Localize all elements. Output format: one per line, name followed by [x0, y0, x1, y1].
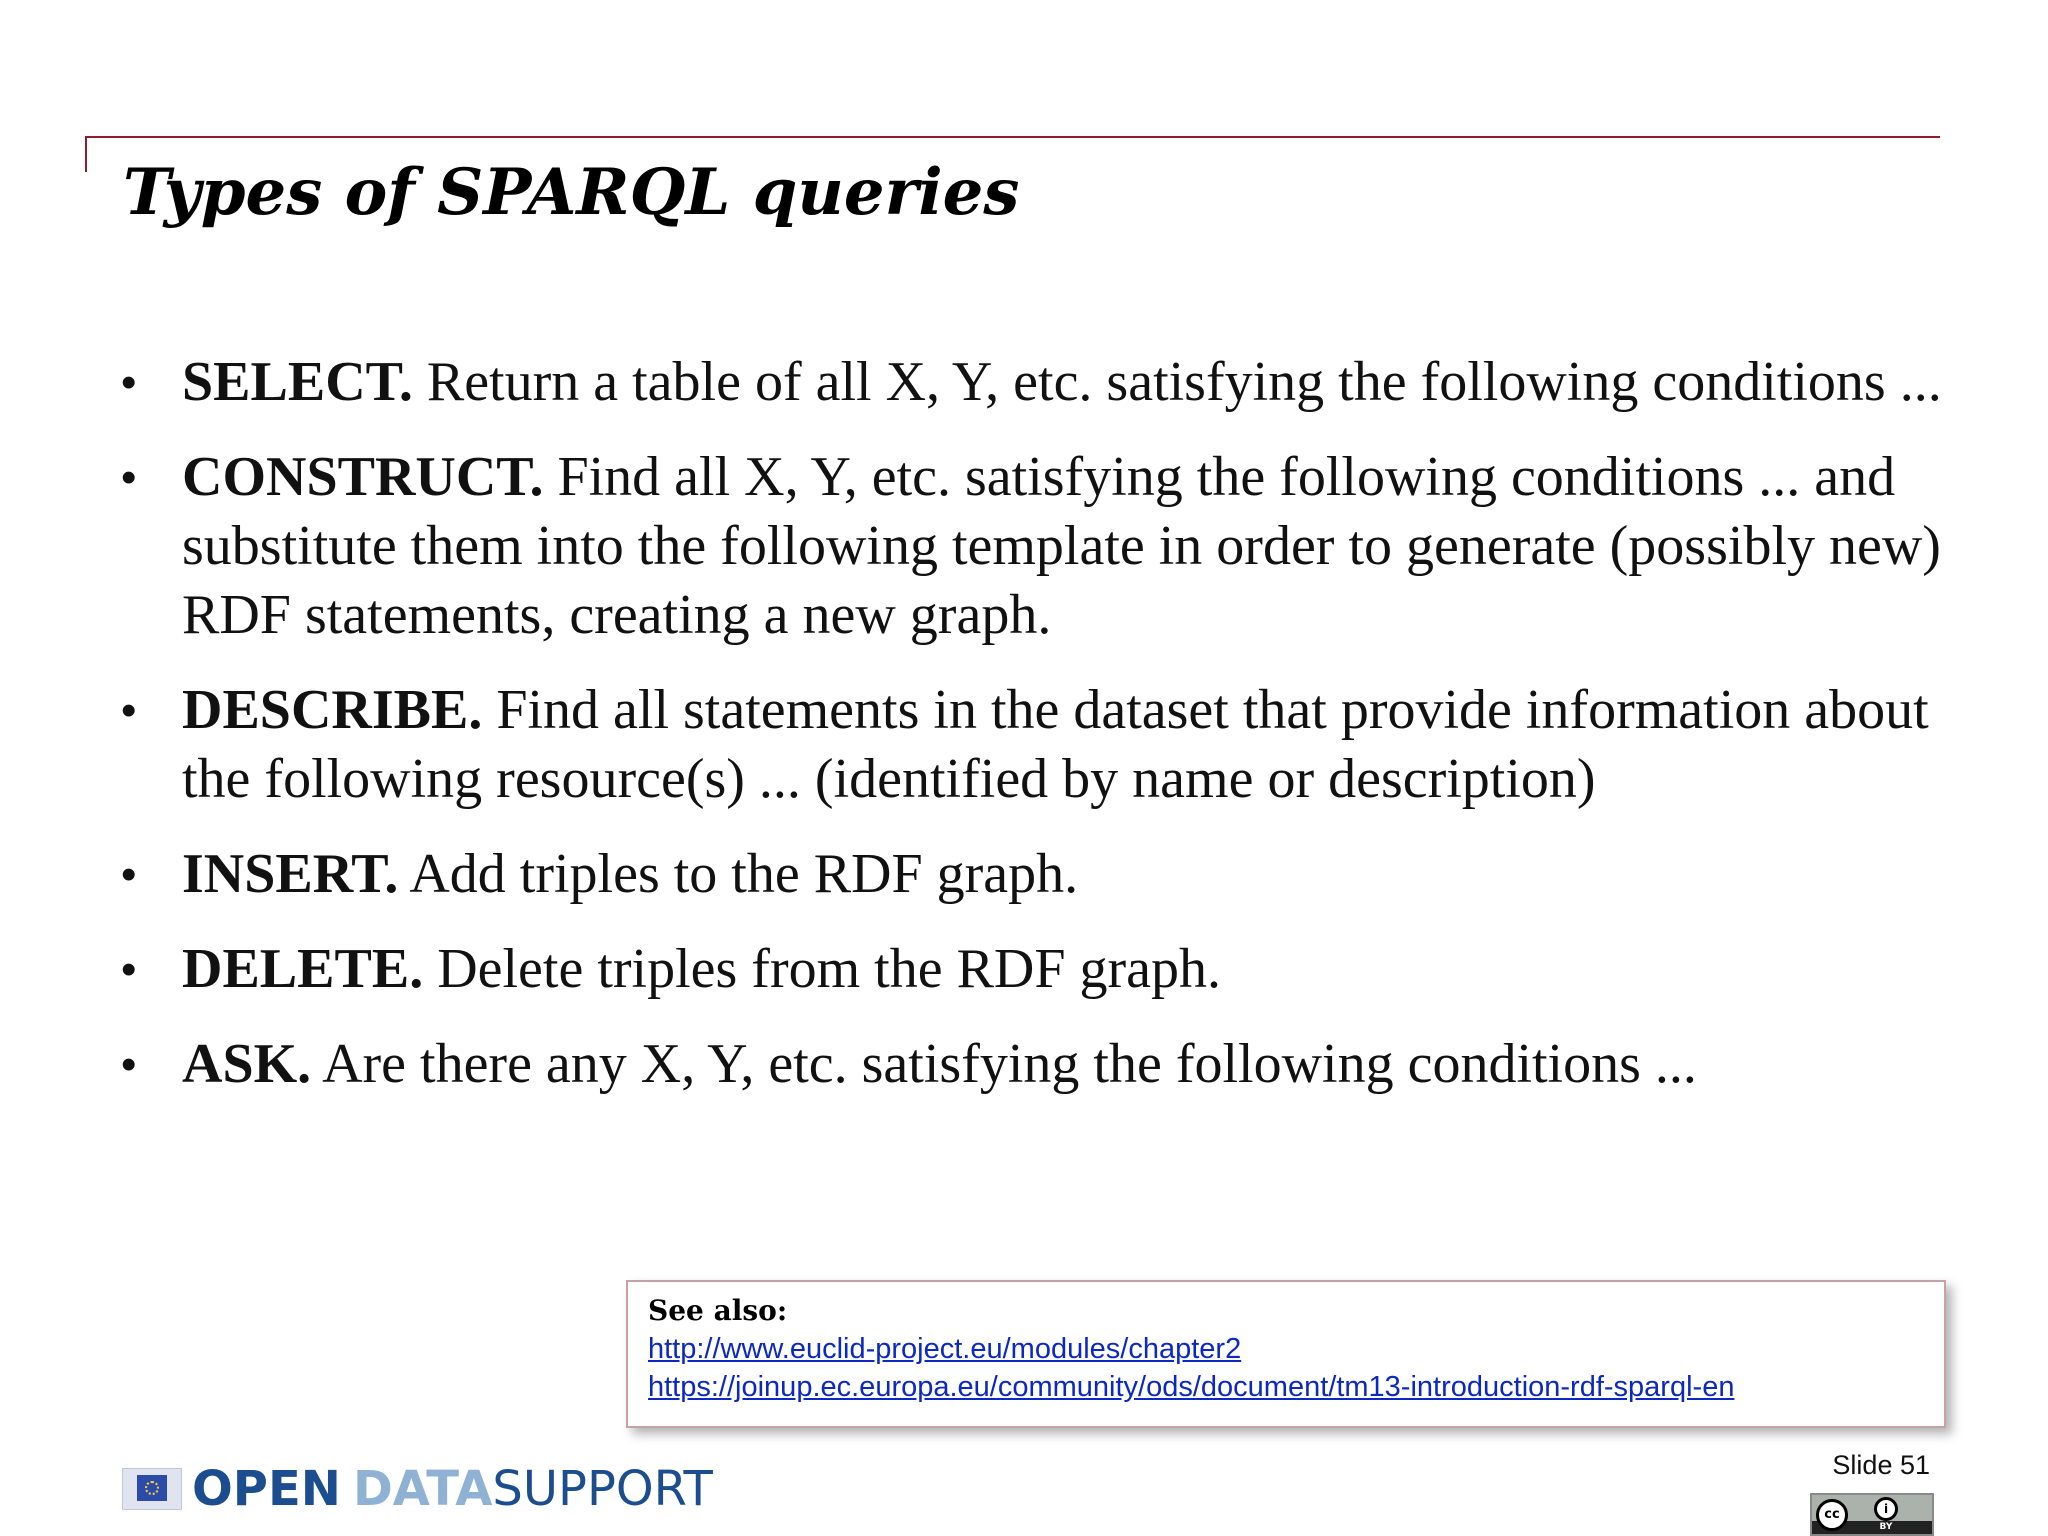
open-data-support-logo [122, 1454, 713, 1524]
bullet-construct [118, 443, 1958, 650]
bullet-list [118, 348, 1958, 1125]
bullet-text: Find all statements in the dataset that provide information about the following resource(s) ... (identified by name or description) [182, 679, 1929, 810]
title-rule [85, 136, 1940, 138]
bullet-term: INSERT. [182, 843, 399, 905]
bullet-term: CONSTRUCT. [182, 446, 544, 508]
logo-data: DATA [352, 1461, 493, 1517]
bullet-term: DESCRIBE. [182, 679, 483, 741]
bullet-text: Are there any X, Y, etc. satisfying the following conditions ... [311, 1033, 1697, 1095]
bullet-delete [118, 935, 1958, 1004]
eu-flag-icon [122, 1468, 182, 1510]
bullet-ask [118, 1030, 1958, 1099]
bullet-text: Find all X, Y, etc. satisfying the following conditions ... and substitute them into the following template in order to generate (possibly new) RDF statements, creating a new graph. [182, 446, 1941, 646]
slide-number: Slide 51 [1832, 1450, 1930, 1480]
bullet-icon: • [121, 850, 137, 899]
logo-open: OPEN [192, 1461, 341, 1517]
creative-commons-by-icon [1810, 1493, 1934, 1536]
title-rule-tick [85, 136, 87, 172]
bullet-term: SELECT. [182, 351, 413, 413]
bullet-icon: • [121, 453, 137, 502]
bullet-icon: • [121, 1040, 137, 1089]
by-label: BY [1879, 1522, 1893, 1532]
bullet-icon: • [121, 945, 137, 994]
joinup-link[interactable]: https://joinup.ec.europa.eu/community/ods/document/tm13-introduction-rdf-sparql-en [648, 1371, 1735, 1403]
see-also-box [626, 1280, 1946, 1428]
bullet-insert [118, 840, 1958, 909]
bullet-icon: • [121, 358, 137, 407]
see-also-heading: See also: [648, 1294, 788, 1327]
bullet-icon: • [121, 686, 137, 735]
bullet-text: Add triples to the RDF graph. [398, 843, 1079, 905]
logo-support: SUPPORT [492, 1461, 713, 1517]
bullet-term: ASK. [182, 1033, 312, 1095]
bullet-select [118, 348, 1958, 417]
bullet-text: Delete triples from the RDF graph. [423, 938, 1222, 1000]
bullet-term: DELETE. [182, 938, 424, 1000]
slide-title: Types of SPARQL queries [123, 155, 1020, 230]
attribution-icon: i [1874, 1497, 1898, 1521]
cc-icon: cc [1816, 1499, 1848, 1531]
bullet-text: Return a table of all X, Y, etc. satisfying the following conditions ... [412, 351, 1942, 413]
logo-text [192, 1461, 713, 1517]
euclid-link[interactable]: http://www.euclid-project.eu/modules/chapter2 [648, 1333, 1242, 1365]
bullet-describe [118, 676, 1958, 814]
